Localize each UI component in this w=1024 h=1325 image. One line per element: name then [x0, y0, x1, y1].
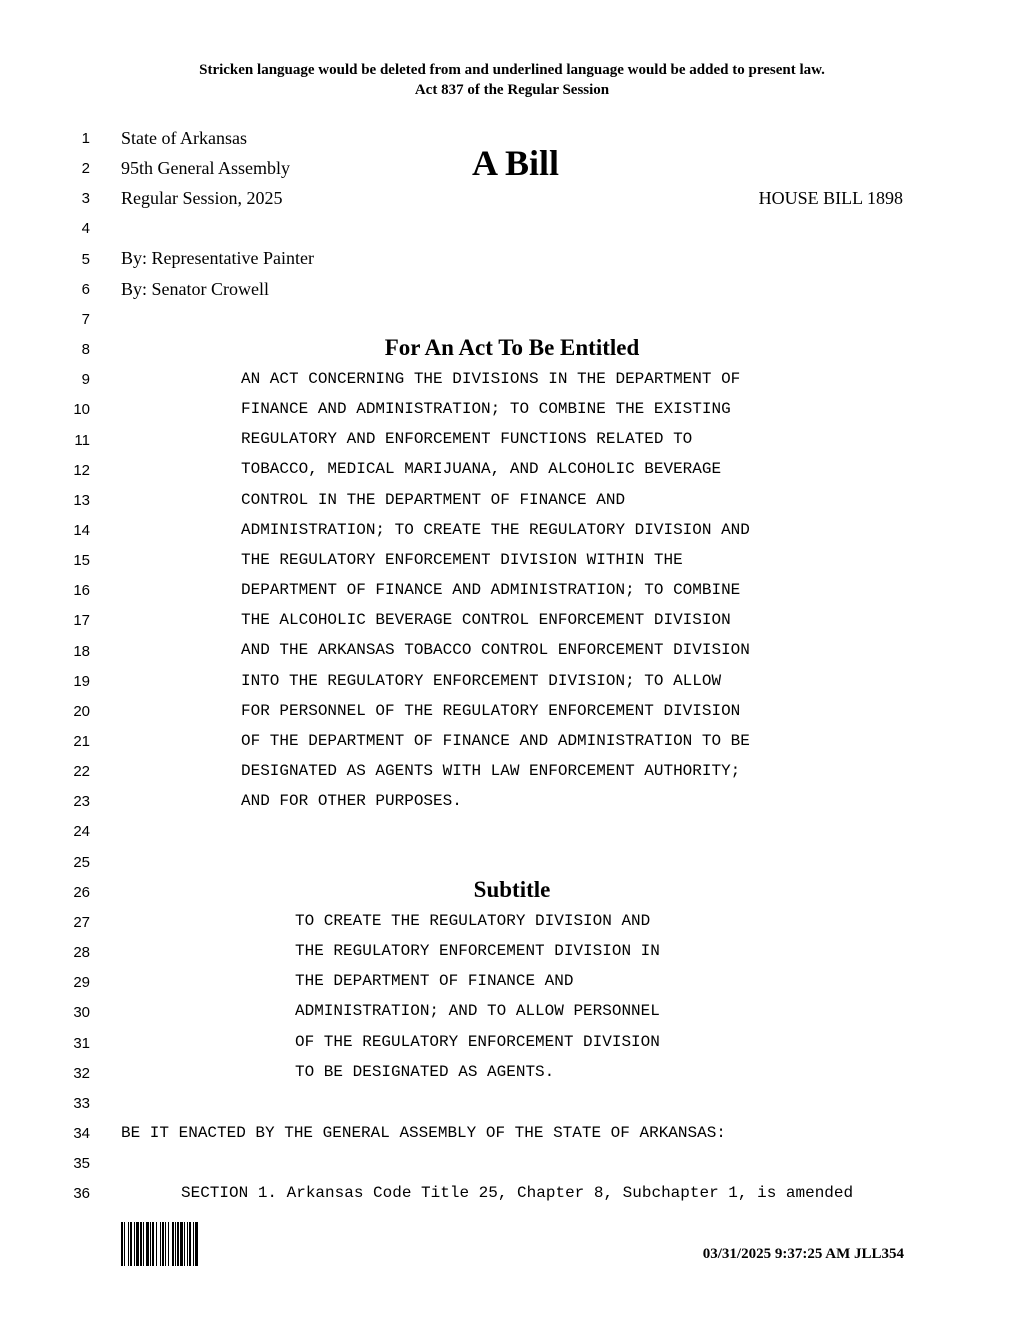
line-number: 28: [73, 944, 90, 962]
line-number: 26: [73, 883, 90, 901]
subtitle-heading: Subtitle: [473, 877, 551, 902]
line-number: 14: [73, 521, 90, 539]
entitled-line: AN ACT CONCERNING THE DIVISIONS IN THE DEPARTMENT OF: [241, 370, 741, 388]
line-number: 27: [73, 913, 90, 931]
barcode-bar: [187, 1222, 188, 1266]
sponsor-senator: By: Senator Crowell: [121, 279, 269, 299]
entitled-line: THE ALCOHOLIC BEVERAGE CONTROL ENFORCEMENT DIVISION: [241, 611, 731, 630]
line-number: 4: [81, 220, 90, 238]
barcode-bar: [130, 1222, 132, 1266]
line-number: 9: [81, 371, 90, 389]
entitled-line: THE REGULATORY ENFORCEMENT DIVISION WITHIN THE: [241, 550, 683, 569]
barcode-bar: [152, 1222, 154, 1266]
barcode-bar: [189, 1222, 191, 1266]
barcode-bar: [160, 1222, 161, 1266]
line-number: 32: [73, 1064, 90, 1082]
line-number: 1: [81, 130, 90, 147]
barcode-bar: [136, 1222, 139, 1266]
amendment-notice: Stricken language would be deleted from and underlined language would be added to present law.: [199, 62, 825, 78]
subtitle-line: TO BE DESIGNATED AS AGENTS.: [295, 1062, 555, 1081]
entitled-line: DESIGNATED AS AGENTS WITH LAW ENFORCEMENT AUTHORITY;: [241, 761, 741, 780]
general-assembly: 95th General Assembly: [121, 158, 290, 178]
line-number: 25: [73, 853, 90, 871]
barcode-bar: [150, 1222, 151, 1266]
line-number: 6: [81, 280, 90, 298]
entitled-heading: For An Act To Be Entitled: [384, 335, 640, 360]
line-number: 23: [73, 793, 90, 811]
barcode-bar: [146, 1222, 149, 1266]
line-number: 13: [73, 491, 90, 509]
state-name: State of Arkansas: [121, 128, 247, 148]
line-number: 36: [73, 1185, 90, 1203]
entitled-line: DEPARTMENT OF FINANCE AND ADMINISTRATION; TO COMBINE: [241, 581, 741, 600]
subtitle-line: TO CREATE THE REGULATORY DIVISION AND: [295, 912, 651, 930]
barcode-bar: [172, 1222, 174, 1266]
line-number: 7: [81, 310, 90, 328]
barcode-bar: [121, 1222, 123, 1266]
entitled-line: INTO THE REGULATORY ENFORCEMENT DIVISION; TO ALLOW: [241, 671, 722, 690]
line-number: 31: [73, 1034, 90, 1052]
entitled-line: OF THE DEPARTMENT OF FINANCE AND ADMINISTRATION TO BE: [241, 731, 750, 750]
barcode-bar: [143, 1222, 144, 1266]
barcode-bar: [184, 1222, 185, 1266]
line-number: 29: [73, 974, 90, 992]
subtitle-line: THE REGULATORY ENFORCEMENT DIVISION IN: [295, 942, 660, 961]
barcode-bar: [124, 1222, 125, 1266]
line-number: 3: [81, 190, 90, 208]
sponsor-representative: By: Representative Painter: [121, 248, 314, 268]
line-number: 35: [73, 1155, 90, 1173]
entitled-line: AND FOR OTHER PURPOSES.: [241, 792, 462, 811]
line-number: 34: [73, 1124, 90, 1142]
entitled-line: FOR PERSONNEL OF THE REGULATORY ENFORCEMENT DIVISION: [241, 701, 741, 720]
barcode-bar: [168, 1222, 169, 1266]
line-number: 30: [73, 1004, 90, 1022]
entitled-line: TOBACCO, MEDICAL MARIJUANA, AND ALCOHOLIC BEVERAGE: [241, 460, 722, 479]
session: Regular Session, 2025: [121, 188, 283, 208]
line-number: 10: [73, 401, 90, 419]
entitled-line: CONTROL IN THE DEPARTMENT OF FINANCE AND: [241, 490, 626, 509]
line-number: 8: [81, 341, 90, 359]
section-1-text: SECTION 1. Arkansas Code Title 25, Chapter 8, Subchapter 1, is amended: [181, 1184, 854, 1202]
barcode: [121, 1222, 249, 1266]
barcode-bar: [156, 1222, 157, 1266]
entitled-line: ADMINISTRATION; TO CREATE THE REGULATORY DIVISION AND: [241, 520, 750, 539]
entitled-line: REGULATORY AND ENFORCEMENT FUNCTIONS RELATED TO: [241, 430, 693, 449]
barcode-bar: [175, 1222, 176, 1266]
barcode-bar: [177, 1222, 179, 1266]
line-number: 21: [73, 733, 90, 750]
barcode-bar: [162, 1222, 164, 1266]
line-number: 20: [73, 702, 90, 720]
subtitle-line: ADMINISTRATION; AND TO ALLOW PERSONNEL: [295, 1002, 660, 1021]
line-number: 17: [73, 612, 90, 630]
barcode-bar: [134, 1222, 135, 1266]
bill-title: A Bill: [472, 143, 560, 183]
barcode-bar: [193, 1222, 194, 1266]
line-number: 33: [73, 1094, 90, 1112]
barcode-bar: [140, 1222, 142, 1266]
barcode-bar: [180, 1222, 183, 1266]
act-number: Act 837 of the Regular Session: [414, 82, 610, 98]
barcode-bar: [165, 1222, 166, 1266]
line-number: 15: [73, 552, 90, 570]
timestamp-stamp: 03/31/2025 9:37:25 AM JLL354: [702, 1246, 904, 1262]
entitled-line: FINANCE AND ADMINISTRATION; TO COMBINE THE EXISTING: [241, 400, 731, 419]
line-number: 22: [73, 763, 90, 781]
entitled-line: AND THE ARKANSAS TOBACCO CONTROL ENFORCEMENT DIVISION: [241, 641, 750, 660]
bill-number: HOUSE BILL 1898: [758, 188, 903, 208]
line-number: 16: [73, 582, 90, 600]
line-number: 18: [73, 642, 90, 660]
enacting-clause: BE IT ENACTED BY THE GENERAL ASSEMBLY OF THE STATE OF ARKANSAS:: [121, 1124, 726, 1142]
line-number: 12: [73, 461, 90, 479]
line-number: 5: [81, 250, 90, 268]
line-number: 2: [81, 160, 90, 178]
line-number: 19: [73, 672, 90, 690]
subtitle-line: THE DEPARTMENT OF FINANCE AND: [295, 972, 574, 991]
subtitle-line: OF THE REGULATORY ENFORCEMENT DIVISION: [295, 1032, 660, 1051]
barcode-bar: [128, 1222, 129, 1266]
line-number: 24: [73, 823, 90, 841]
barcode-bar: [195, 1222, 198, 1266]
line-number: 11: [74, 431, 90, 449]
